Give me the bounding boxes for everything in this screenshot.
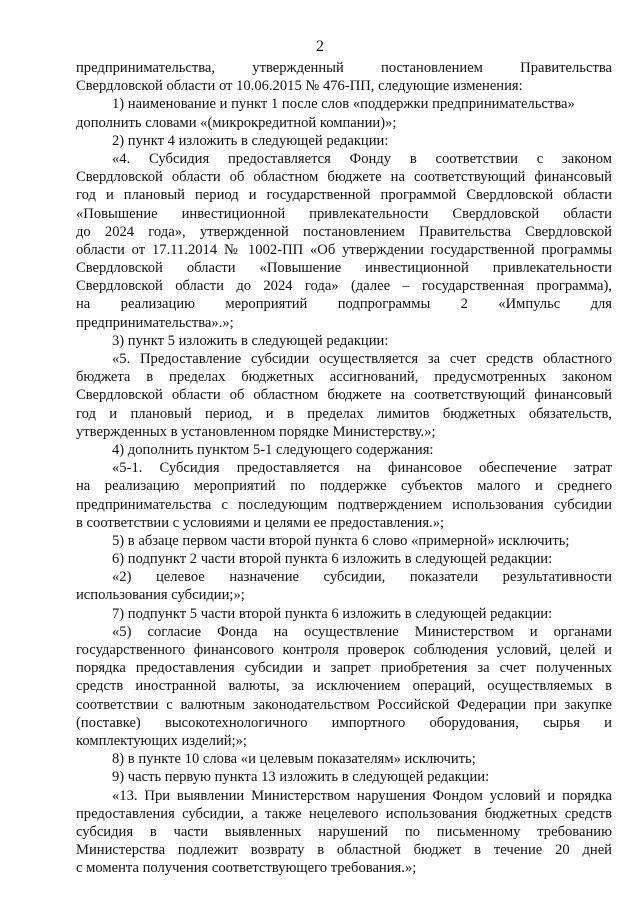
text-line: 1) наименование и пункт 1 после слов «поддержки предпринимательства» <box>112 96 575 113</box>
text-line: соответствии с валютным законодательством Российской Федерации при закупке <box>76 696 612 713</box>
text-line: с момента получения соответствующего требования.»; <box>76 860 417 877</box>
text-line: Свердловской области от 10.06.2015 № 476-ПП, следующие изменения: <box>76 78 523 95</box>
text-line: порядка предоставления субсидии и запрет приобретения за счет полученных <box>76 660 612 677</box>
text-line: Свердловской области «Повышение инвестиционной привлекательности <box>76 260 612 277</box>
text-line: «5-1. Субсидия предоставляется на финансовое обеспечение затрат <box>112 460 612 477</box>
text-line: «5) согласие Фонда на осуществление Министерством и органами <box>112 623 612 640</box>
text-line: «Повышение инвестиционной привлекательности Свердловской области <box>76 205 612 222</box>
text-line: предоставления субсидии, а также нецелевого использования бюджетных средств <box>76 805 612 822</box>
text-line: в соответствии с условиями и целями ее предоставления.»; <box>76 514 445 531</box>
text-line: на реализацию мероприятий подпрограммы 2 «Импульс для <box>76 296 612 313</box>
text-line: год и плановый период, и в пределах лимитов бюджетных обязательств, <box>76 405 612 422</box>
text-line: 9) часть первую пункта 13 изложить в следующей редакции: <box>112 769 490 786</box>
text-line: области от 17.11.2014 № 1002-ПП «Об утверждении государственной программы <box>76 241 612 258</box>
text-line: Свердловской области об областном бюджете на соответствующий финансовый <box>76 387 612 404</box>
text-line: государственного финансового контроля проверок соблюдения условий, целей и <box>76 642 612 658</box>
text-line: 6) подпункт 2 части второй пункта 6 изложить в следующей редакции: <box>112 551 553 568</box>
text-line: 3) пункт 5 изложить в следующей редакции: <box>112 332 389 349</box>
text-line: Свердловской области до 2024 года» (далее – государственная программа), <box>76 278 612 295</box>
text-line: Свердловской области об областном бюджете на соответствующий финансовый <box>76 169 612 186</box>
text-line: предпринимательства».»; <box>76 314 234 331</box>
text-line: комплектующих изделий;»; <box>76 732 247 749</box>
text-line: 2) пункт 4 изложить в следующей редакции: <box>112 132 389 149</box>
text-line: 5) в абзаце первом части второй пункта 6 слово «примерной» исключить; <box>112 532 570 549</box>
text-line: утвержденных в установленном порядке Министерству.»; <box>76 423 436 440</box>
text-line: до 2024 года», утвержденной постановлением Правительства Свердловской <box>76 223 612 240</box>
text-line: Министерства подлежит возврату в областной бюджет в течение 20 дней <box>76 842 612 859</box>
text-line: дополнить словами «(микрокредитной компании)»; <box>76 114 397 131</box>
text-line: использования субсидии;»; <box>76 587 245 604</box>
text-line: «13. При выявлении Министерством нарушения Фондом условий и порядка <box>112 787 612 804</box>
page-number: 2 <box>316 38 324 55</box>
text-line: средств иностранной валюты, за исключением операций, осуществляемых в <box>76 678 612 695</box>
text-line: «4. Субсидия предоставляется Фонду в соответствии с законом <box>112 150 612 167</box>
text-line: бюджета в пределах бюджетных ассигнований, предусмотренных законом <box>76 369 612 386</box>
text-line: 7) подпункт 5 части второй пункта 6 изложить в следующей редакции: <box>112 605 553 622</box>
text-line: предпринимательства, утвержденный постановлением Правительства <box>76 60 612 76</box>
text-line: год и плановый период и государственной программой Свердловской области <box>76 187 612 204</box>
text-line: «5. Предоставление субсидии осуществляется за счет средств областного <box>112 351 612 367</box>
text-line: на реализацию мероприятий по поддержке субъектов малого и среднего <box>76 478 612 495</box>
text-line: «2) целевое назначение субсидии, показатели результативности <box>112 569 612 586</box>
text-line: 8) в пункте 10 слова «и целевым показателям» исключить; <box>112 751 476 768</box>
text-line: субсидия в части выявленных нарушений по письменному требованию <box>76 823 612 840</box>
document-body <box>76 59 612 877</box>
text-line: (поставке) высокотехнологичного импортного оборудования, сырья и <box>76 714 612 731</box>
text-line: 4) дополнить пунктом 5-1 следующего содержания: <box>112 441 434 458</box>
text-line: предпринимательства с последующим подтверждением использования субсидии <box>76 496 612 513</box>
